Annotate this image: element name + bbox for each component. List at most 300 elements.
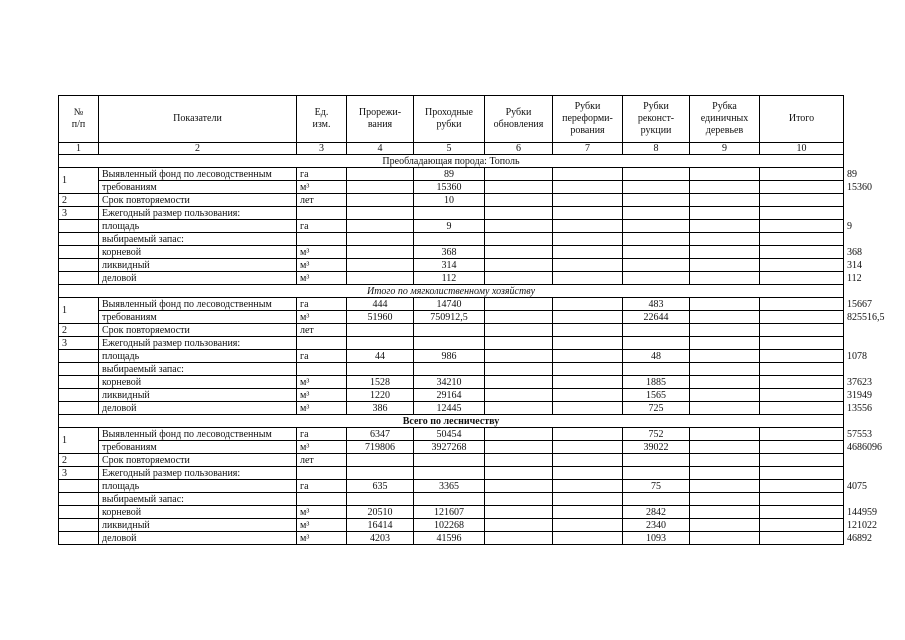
value-cell: 12445	[414, 402, 485, 415]
value-cell	[485, 337, 553, 350]
indicator-label: корневой	[99, 376, 297, 389]
value-cell: 121607	[414, 506, 485, 519]
value-cell	[553, 311, 623, 324]
table-row: деловой м³ 386 12445 725 13556	[59, 402, 844, 415]
indicator-label: Выявленный фонд по лесоводственным	[99, 168, 297, 181]
value-cell	[690, 441, 760, 454]
value-cell	[623, 493, 690, 506]
table-row: требованиям м³ 51960 750912,5 22644 825516,5	[59, 311, 844, 324]
value-cell	[690, 350, 760, 363]
value-cell: 386	[347, 402, 414, 415]
header-cell: Ед. изм.	[297, 96, 347, 143]
column-number: 9	[690, 143, 760, 155]
value-cell	[485, 376, 553, 389]
table-row	[59, 467, 844, 480]
value-cell	[553, 519, 623, 532]
value-cell	[623, 194, 690, 207]
row-number	[59, 363, 99, 376]
table-row: деловой м³ 4203 41596 1093 46892	[59, 532, 844, 545]
value-cell	[690, 493, 760, 506]
row-number	[59, 350, 99, 363]
row-number: 2	[59, 454, 99, 467]
unit-cell: лет	[297, 194, 347, 207]
value-cell: 725	[623, 402, 690, 415]
value-cell	[760, 181, 844, 194]
section-title: Всего по лесничеству	[59, 415, 844, 428]
unit-cell: м³	[297, 532, 347, 545]
value-cell	[690, 259, 760, 272]
value-cell: 48	[623, 350, 690, 363]
value-cell	[760, 454, 844, 467]
value-cell: 15360	[414, 181, 485, 194]
value-cell	[623, 168, 690, 181]
value-cell	[690, 168, 760, 181]
table-row: 1 Выявленный фонд по лесоводственным га 444 14740 483 15667	[59, 298, 844, 311]
value-cell	[690, 454, 760, 467]
column-number: 3	[297, 143, 347, 155]
header-cell: Рубка единичных деревьев	[690, 96, 760, 143]
value-cell: 44	[347, 350, 414, 363]
row-number	[59, 272, 99, 285]
indicator-label: Ежегодный размер пользования:	[99, 207, 297, 220]
value-cell: 112	[414, 272, 485, 285]
unit-cell	[297, 493, 347, 506]
value-cell: 39022	[623, 441, 690, 454]
value-cell	[553, 467, 623, 480]
value-cell	[553, 532, 623, 545]
value-cell	[760, 493, 844, 506]
value-cell	[760, 246, 844, 259]
header-cell: Прорежи- вания	[347, 96, 414, 143]
value-cell	[347, 324, 414, 337]
value-cell	[623, 207, 690, 220]
value-cell	[347, 181, 414, 194]
value-cell: 1528	[347, 376, 414, 389]
column-number: 5	[414, 143, 485, 155]
value-cell	[760, 506, 844, 519]
value-cell: 16414	[347, 519, 414, 532]
value-cell	[623, 233, 690, 246]
value-cell: 20510	[347, 506, 414, 519]
value-cell	[760, 402, 844, 415]
value-cell	[760, 376, 844, 389]
indicator-label: площадь	[99, 220, 297, 233]
value-cell	[760, 480, 844, 493]
value-cell: 3927268	[414, 441, 485, 454]
value-cell	[485, 246, 553, 259]
value-cell	[760, 337, 844, 350]
value-cell	[414, 207, 485, 220]
indicator-label: деловой	[99, 272, 297, 285]
column-number: 1	[59, 143, 99, 155]
value-cell: 986	[414, 350, 485, 363]
header-cell: Итого	[760, 96, 844, 143]
value-cell: 50454	[414, 428, 485, 441]
indicator-label: ликвидный	[99, 259, 297, 272]
row-number	[59, 259, 99, 272]
value-cell	[690, 363, 760, 376]
value-cell	[553, 402, 623, 415]
value-cell	[623, 272, 690, 285]
indicator-label: ликвидный	[99, 389, 297, 402]
value-cell	[760, 220, 844, 233]
value-cell	[760, 311, 844, 324]
value-cell	[347, 454, 414, 467]
value-cell	[623, 246, 690, 259]
value-cell	[690, 467, 760, 480]
indicator-label: Ежегодный размер пользования:	[99, 467, 297, 480]
table-row: площадь га 44 986 48 1078	[59, 350, 844, 363]
table-row	[59, 454, 844, 467]
value-cell	[553, 454, 623, 467]
value-cell	[485, 207, 553, 220]
value-cell: 75	[623, 480, 690, 493]
table-row: корневой м³ 20510 121607 2842 144959	[59, 506, 844, 519]
value-cell	[347, 493, 414, 506]
value-cell	[623, 220, 690, 233]
row-number: 3	[59, 207, 99, 220]
value-cell: 752	[623, 428, 690, 441]
value-cell: 89	[414, 168, 485, 181]
indicator-label: площадь	[99, 350, 297, 363]
unit-cell: лет	[297, 324, 347, 337]
unit-cell: га	[297, 428, 347, 441]
value-cell	[553, 376, 623, 389]
value-cell	[485, 467, 553, 480]
value-cell	[485, 441, 553, 454]
value-cell	[485, 480, 553, 493]
row-number	[59, 506, 99, 519]
value-cell	[553, 272, 623, 285]
table-row: деловой м³ 112 112	[59, 272, 844, 285]
indicator-label: выбираемый запас:	[99, 233, 297, 246]
unit-cell: м³	[297, 246, 347, 259]
row-number	[59, 389, 99, 402]
value-cell: 1093	[623, 532, 690, 545]
row-number: 2	[59, 194, 99, 207]
value-cell	[760, 207, 844, 220]
value-cell	[690, 207, 760, 220]
value-cell	[690, 194, 760, 207]
value-cell	[485, 324, 553, 337]
value-cell	[347, 337, 414, 350]
value-cell	[553, 337, 623, 350]
value-cell	[623, 363, 690, 376]
value-cell	[760, 441, 844, 454]
table-row	[59, 233, 844, 246]
value-cell	[690, 428, 760, 441]
value-cell: 22644	[623, 311, 690, 324]
table-row: площадь га 9 9	[59, 220, 844, 233]
value-cell: 10	[414, 194, 485, 207]
value-cell	[690, 337, 760, 350]
unit-cell: м³	[297, 272, 347, 285]
value-cell	[690, 220, 760, 233]
unit-cell: м³	[297, 389, 347, 402]
value-cell	[760, 272, 844, 285]
value-cell	[760, 532, 844, 545]
value-cell	[760, 428, 844, 441]
unit-cell: га	[297, 168, 347, 181]
value-cell	[347, 363, 414, 376]
indicator-label: ликвидный	[99, 519, 297, 532]
value-cell	[760, 467, 844, 480]
value-cell: 29164	[414, 389, 485, 402]
value-cell	[553, 181, 623, 194]
indicator-label: Выявленный фонд по лесоводственным	[99, 428, 297, 441]
indicator-label: выбираемый запас:	[99, 363, 297, 376]
unit-cell: м³	[297, 181, 347, 194]
table-row: требованиям м³ 719806 3927268 39022 4686096	[59, 441, 844, 454]
value-cell	[623, 337, 690, 350]
section-title-row	[59, 285, 844, 298]
table-row	[59, 324, 844, 337]
value-cell	[553, 350, 623, 363]
column-number: 7	[553, 143, 623, 155]
table-row: 1 Выявленный фонд по лесоводственным га 6347 50454 752 57553	[59, 428, 844, 441]
value-cell	[690, 298, 760, 311]
unit-cell: м³	[297, 259, 347, 272]
header-cell: Показатели	[99, 96, 297, 143]
value-cell	[553, 428, 623, 441]
value-cell: 34210	[414, 376, 485, 389]
column-number: 8	[623, 143, 690, 155]
header-cell: Рубки переформи- рования	[553, 96, 623, 143]
indicator-label: требованиям	[99, 181, 297, 194]
value-cell	[553, 298, 623, 311]
value-cell	[553, 493, 623, 506]
value-cell	[347, 467, 414, 480]
column-number: 6	[485, 143, 553, 155]
value-cell	[690, 233, 760, 246]
unit-cell: м³	[297, 519, 347, 532]
value-cell	[485, 506, 553, 519]
value-cell	[485, 259, 553, 272]
unit-cell: м³	[297, 402, 347, 415]
value-cell: 41596	[414, 532, 485, 545]
table-row	[59, 363, 844, 376]
value-cell	[414, 233, 485, 246]
value-cell	[485, 402, 553, 415]
header-cell: Рубки реконст- рукции	[623, 96, 690, 143]
row-number	[59, 402, 99, 415]
value-cell	[347, 207, 414, 220]
unit-cell	[297, 363, 347, 376]
table-row: корневой м³ 1528 34210 1885 37623	[59, 376, 844, 389]
value-cell	[760, 363, 844, 376]
value-cell	[485, 389, 553, 402]
row-number: 1	[59, 168, 99, 194]
indicator-label: требованиям	[99, 441, 297, 454]
column-number: 10	[760, 143, 844, 155]
value-cell: 1885	[623, 376, 690, 389]
unit-cell: м³	[297, 441, 347, 454]
indicator-label: деловой	[99, 402, 297, 415]
value-cell	[485, 272, 553, 285]
value-cell	[690, 272, 760, 285]
value-cell	[553, 480, 623, 493]
unit-cell: м³	[297, 506, 347, 519]
value-cell: 368	[414, 246, 485, 259]
indicator-label: деловой	[99, 532, 297, 545]
value-cell	[414, 337, 485, 350]
value-cell	[347, 259, 414, 272]
unit-cell: га	[297, 480, 347, 493]
table-row	[59, 194, 844, 207]
value-cell	[485, 233, 553, 246]
indicator-label: требованиям	[99, 311, 297, 324]
value-cell	[347, 233, 414, 246]
unit-cell: м³	[297, 376, 347, 389]
value-cell	[553, 194, 623, 207]
value-cell: 719806	[347, 441, 414, 454]
value-cell	[553, 233, 623, 246]
value-cell	[690, 519, 760, 532]
unit-cell: м³	[297, 311, 347, 324]
value-cell: 1220	[347, 389, 414, 402]
value-cell	[553, 441, 623, 454]
value-cell	[623, 324, 690, 337]
row-number: 2	[59, 324, 99, 337]
section-title: Преобладающая порода: Тополь	[59, 155, 844, 168]
unit-cell: га	[297, 220, 347, 233]
row-number	[59, 480, 99, 493]
value-cell	[414, 324, 485, 337]
value-cell: 750912,5	[414, 311, 485, 324]
value-cell	[553, 324, 623, 337]
row-number	[59, 220, 99, 233]
value-cell	[760, 168, 844, 181]
unit-cell: лет	[297, 454, 347, 467]
unit-cell	[297, 467, 347, 480]
section-title-row	[59, 415, 844, 428]
row-number	[59, 246, 99, 259]
value-cell	[690, 181, 760, 194]
value-cell	[485, 454, 553, 467]
column-number: 4	[347, 143, 414, 155]
value-cell	[485, 194, 553, 207]
value-cell	[760, 233, 844, 246]
column-number: 2	[99, 143, 297, 155]
value-cell	[553, 246, 623, 259]
value-cell	[553, 259, 623, 272]
indicator-label: выбираемый запас:	[99, 493, 297, 506]
table-row: ликвидный м³ 1220 29164 1565 31949	[59, 389, 844, 402]
row-number	[59, 532, 99, 545]
value-cell: 314	[414, 259, 485, 272]
value-cell	[623, 454, 690, 467]
value-cell	[690, 532, 760, 545]
indicator-label: площадь	[99, 480, 297, 493]
value-cell	[553, 389, 623, 402]
value-cell: 3365	[414, 480, 485, 493]
value-cell	[760, 350, 844, 363]
value-cell: 444	[347, 298, 414, 311]
value-cell	[347, 272, 414, 285]
table-row: площадь га 635 3365 75 4075	[59, 480, 844, 493]
value-cell: 6347	[347, 428, 414, 441]
value-cell	[553, 363, 623, 376]
header-cell: Проходные рубки	[414, 96, 485, 143]
section-title-row	[59, 155, 844, 168]
value-cell: 483	[623, 298, 690, 311]
row-number	[59, 519, 99, 532]
row-number	[59, 376, 99, 389]
value-cell: 635	[347, 480, 414, 493]
value-cell	[760, 519, 844, 532]
indicator-label: Выявленный фонд по лесоводственным	[99, 298, 297, 311]
value-cell	[690, 506, 760, 519]
value-cell	[485, 311, 553, 324]
value-cell	[347, 246, 414, 259]
value-cell	[690, 246, 760, 259]
value-cell: 2340	[623, 519, 690, 532]
value-cell	[760, 298, 844, 311]
value-cell	[485, 493, 553, 506]
value-cell	[347, 194, 414, 207]
value-cell	[690, 402, 760, 415]
column-number-row	[59, 143, 844, 155]
value-cell	[485, 220, 553, 233]
unit-cell	[297, 233, 347, 246]
value-cell	[690, 324, 760, 337]
value-cell	[553, 220, 623, 233]
table-row: 1 Выявленный фонд по лесоводственным га 89 89	[59, 168, 844, 181]
indicator-label: Ежегодный размер пользования:	[99, 337, 297, 350]
table-row	[59, 337, 844, 350]
value-cell	[485, 428, 553, 441]
value-cell	[760, 324, 844, 337]
unit-cell	[297, 207, 347, 220]
row-number: 1	[59, 298, 99, 324]
table-row: требованиям м³ 15360 15360	[59, 181, 844, 194]
forest-use-table	[58, 95, 885, 545]
row-number	[59, 493, 99, 506]
table-row: корневой м³ 368 368	[59, 246, 844, 259]
value-cell	[690, 311, 760, 324]
value-cell	[623, 181, 690, 194]
row-number	[59, 233, 99, 246]
value-cell: 51960	[347, 311, 414, 324]
value-cell: 2842	[623, 506, 690, 519]
indicator-label: корневой	[99, 246, 297, 259]
value-cell: 4203	[347, 532, 414, 545]
section-title: Итого по мягколиственному хозяйству	[59, 285, 844, 298]
value-cell	[347, 220, 414, 233]
unit-cell	[297, 337, 347, 350]
value-cell	[690, 376, 760, 389]
table-row: ликвидный м³ 16414 102268 2340 121022	[59, 519, 844, 532]
indicator-label: Срок повторяемости	[99, 324, 297, 337]
value-cell	[623, 467, 690, 480]
value-cell	[485, 181, 553, 194]
indicator-label: корневой	[99, 506, 297, 519]
row-number: 3	[59, 467, 99, 480]
value-cell	[623, 259, 690, 272]
value-cell	[760, 259, 844, 272]
header-cell: Рубки обновления	[485, 96, 553, 143]
header-row	[59, 96, 844, 143]
value-cell	[485, 298, 553, 311]
value-cell	[553, 168, 623, 181]
indicator-label: Срок повторяемости	[99, 454, 297, 467]
value-cell	[553, 207, 623, 220]
table-row	[59, 207, 844, 220]
table-row	[59, 493, 844, 506]
indicator-label: Срок повторяемости	[99, 194, 297, 207]
unit-cell: га	[297, 298, 347, 311]
value-cell	[414, 493, 485, 506]
